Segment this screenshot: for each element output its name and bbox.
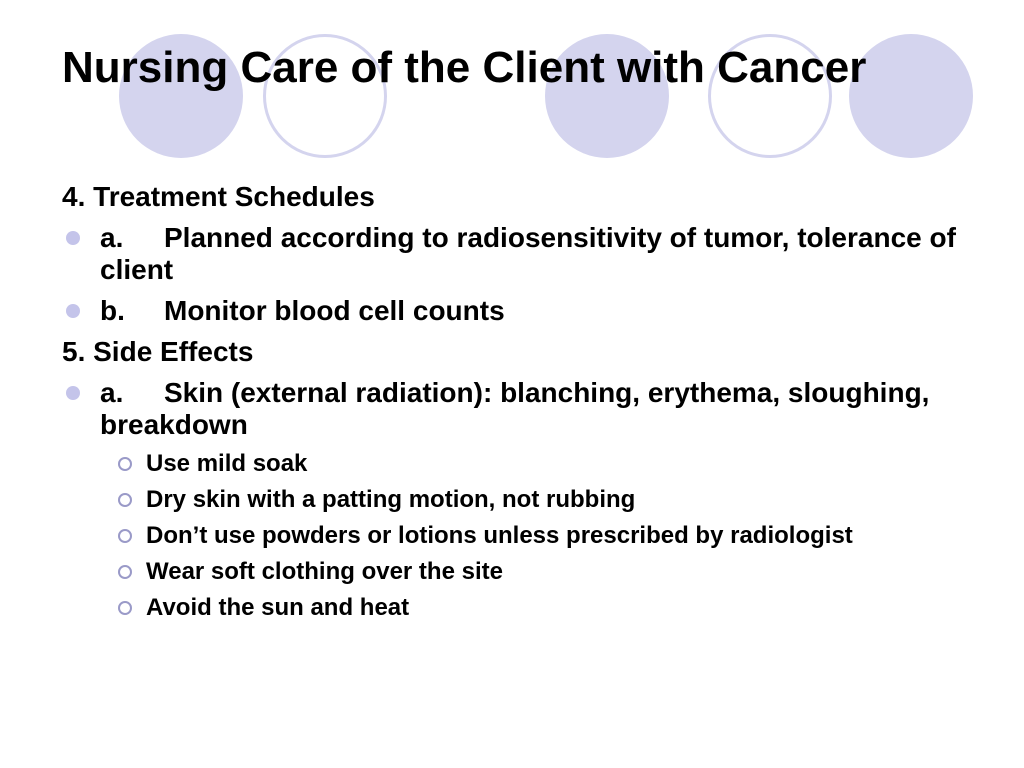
section-heading-side-effects: 5. Side Effects: [62, 336, 254, 367]
hollow-bullet-icon: [118, 529, 132, 543]
section-heading-treatment: 4. Treatment Schedules: [62, 181, 375, 212]
slide-body: [62, 181, 962, 630]
sub-item-text: Use mild soak: [146, 450, 308, 477]
sub-item-text: Wear soft clothing over the site: [146, 558, 503, 585]
bullet-icon: [66, 304, 80, 318]
bullet-icon: [66, 231, 80, 245]
sub-list-item: [62, 594, 962, 622]
list-item-treatment-b: [62, 295, 962, 327]
item-label: b.: [100, 295, 125, 326]
decorative-filled-circle: [849, 34, 973, 158]
item-text: Skin (external radiation): blanching, erythema, sloughing, breakdown: [100, 377, 930, 440]
hollow-bullet-icon: [118, 493, 132, 507]
sub-list-item: [62, 522, 962, 550]
sub-item-text: Avoid the sun and heat: [146, 594, 410, 621]
sub-list-item: [62, 558, 962, 586]
item-label: a.: [100, 222, 124, 253]
hollow-bullet-icon: [118, 601, 132, 615]
sub-list-item: [62, 486, 962, 514]
slide-title: Nursing Care of the Client with Cancer: [62, 43, 867, 92]
item-label: a.: [100, 377, 124, 408]
sub-item-text: Don’t use powders or lotions unless prescribed by radiologist: [146, 522, 853, 549]
list-item-side-effects-a: [62, 377, 962, 441]
bullet-icon: [66, 386, 80, 400]
sub-item-text: Dry skin with a patting motion, not rubbing: [146, 486, 636, 513]
list-item-treatment-a: [62, 222, 962, 286]
sub-list-item: [62, 450, 962, 478]
item-text: Planned according to radiosensitivity of tumor, tolerance of client: [100, 222, 956, 285]
hollow-bullet-icon: [118, 457, 132, 471]
item-text: Monitor blood cell counts: [164, 295, 505, 326]
hollow-bullet-icon: [118, 565, 132, 579]
